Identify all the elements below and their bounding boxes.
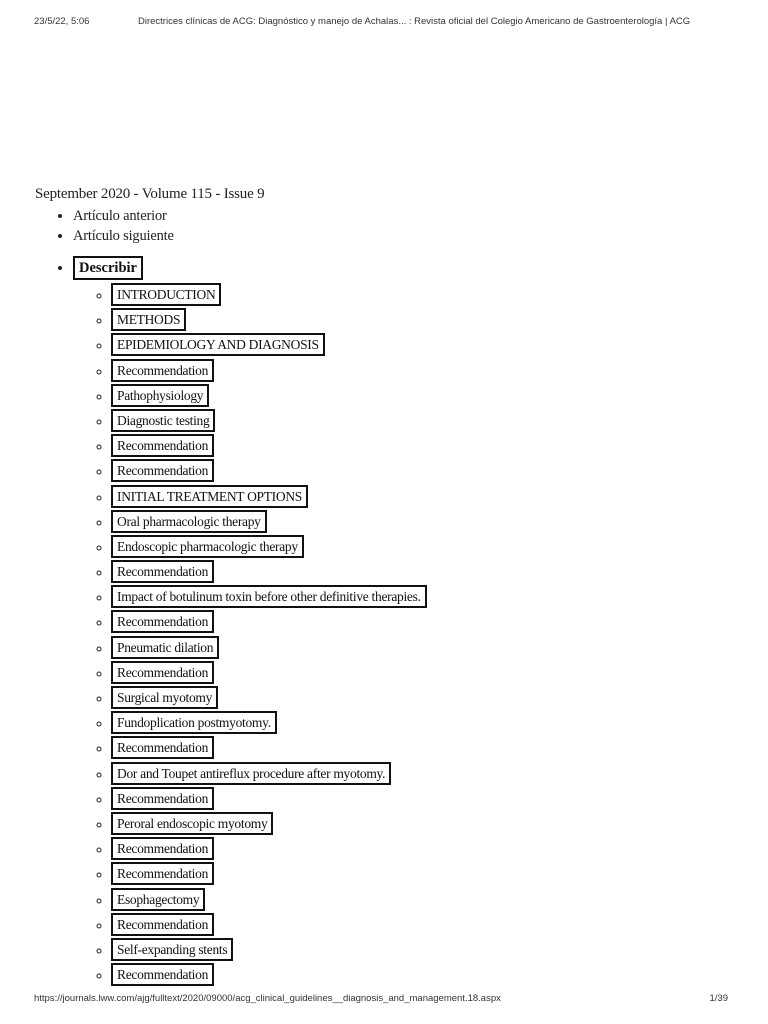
outline-section-link[interactable]: Peroral endoscopic myotomy	[111, 812, 273, 835]
page-number: 1/39	[709, 993, 728, 1004]
outline-section-link[interactable]: Recommendation	[111, 610, 214, 633]
outline-section-item	[111, 560, 427, 585]
outline-section-link[interactable]: Pneumatic dilation	[111, 636, 219, 659]
outline-section-item	[111, 409, 427, 434]
outline-section-item	[111, 384, 427, 409]
outline-item	[73, 256, 427, 988]
outline-section-item	[111, 434, 427, 459]
outline-section-link[interactable]: Recommendation	[111, 837, 214, 860]
outline-toggle-button[interactable]: Describir	[73, 256, 143, 280]
outline-sections-list	[73, 283, 427, 988]
outline-section-link[interactable]: Diagnostic testing	[111, 409, 215, 432]
outline-section-item	[111, 585, 427, 610]
outline-section-item	[111, 762, 427, 787]
outline-section-item	[111, 913, 427, 938]
outline-section-link[interactable]: Recommendation	[111, 459, 214, 482]
outline-section-item	[111, 888, 427, 913]
outline-section-link[interactable]: Recommendation	[111, 736, 214, 759]
outline-section-link[interactable]: Recommendation	[111, 560, 214, 583]
print-header	[34, 16, 734, 27]
outline-section-item	[111, 283, 427, 308]
print-url: https://journals.lww.com/ajg/fulltext/2020/09000/acg_clinical_guidelines__diagnosis_and_management.18.aspx	[34, 993, 501, 1004]
outline-section-item	[111, 862, 427, 887]
outline-section-item	[111, 938, 427, 963]
print-datetime: 23/5/22, 5:06	[34, 16, 90, 27]
outline-section-link[interactable]: Impact of botulinum toxin before other definitive therapies.	[111, 585, 427, 608]
outline-section-link[interactable]: Oral pharmacologic therapy	[111, 510, 267, 533]
outline-section-item	[111, 308, 427, 333]
outline-section-item	[111, 610, 427, 635]
outline-section-link[interactable]: EPIDEMIOLOGY AND DIAGNOSIS	[111, 333, 325, 356]
outline-section-item	[111, 812, 427, 837]
print-page-title: Directrices clínicas de ACG: Diagnóstico y manejo de Achalas... : Revista oficial del Colegio Americano de Gastroenterología | ACG	[138, 16, 691, 27]
outline-section-item	[111, 333, 427, 358]
outline-section-item	[111, 459, 427, 484]
outline-section-item	[111, 636, 427, 661]
previous-article-link[interactable]: • Artículo anterior	[73, 206, 174, 226]
outline-section-link[interactable]: Surgical myotomy	[111, 686, 218, 709]
outline-section-link[interactable]: Pathophysiology	[111, 384, 209, 407]
outline-section-link[interactable]: Recommendation	[111, 787, 214, 810]
outline-section-link[interactable]: Esophagectomy	[111, 888, 205, 911]
outline-section-item	[111, 510, 427, 535]
article-outline	[55, 256, 427, 988]
outline-section-link[interactable]: Self-expanding stents	[111, 938, 233, 961]
outline-section-link[interactable]: Recommendation	[111, 359, 214, 382]
issue-info: September 2020 - Volume 115 - Issue 9	[35, 186, 265, 202]
outline-section-item	[111, 787, 427, 812]
outline-section-item	[111, 711, 427, 736]
outline-section-link[interactable]: Dor and Toupet antireflux procedure after myotomy.	[111, 762, 391, 785]
outline-section-item	[111, 837, 427, 862]
outline-section-link[interactable]: Recommendation	[111, 434, 214, 457]
outline-section-link[interactable]: Endoscopic pharmacologic therapy	[111, 535, 304, 558]
outline-section-link[interactable]: METHODS	[111, 308, 186, 331]
outline-section-link[interactable]: Recommendation	[111, 862, 214, 885]
outline-section-link[interactable]: INTRODUCTION	[111, 283, 221, 306]
outline-section-item	[111, 535, 427, 560]
outline-section-item	[111, 963, 427, 988]
outline-section-link[interactable]: INITIAL TREATMENT OPTIONS	[111, 485, 308, 508]
outline-section-link[interactable]: Recommendation	[111, 913, 214, 936]
outline-section-link[interactable]: Fundoplication postmyotomy.	[111, 711, 277, 734]
outline-section-item	[111, 485, 427, 510]
outline-section-link[interactable]: Recommendation	[111, 963, 214, 986]
article-navigation	[55, 206, 174, 246]
print-footer	[34, 993, 728, 1004]
next-article-link[interactable]: • Artículo siguiente	[73, 226, 174, 246]
outline-section-item	[111, 359, 427, 384]
outline-section-link[interactable]: Recommendation	[111, 661, 214, 684]
outline-section-item	[111, 736, 427, 761]
outline-section-item	[111, 686, 427, 711]
outline-section-item	[111, 661, 427, 686]
